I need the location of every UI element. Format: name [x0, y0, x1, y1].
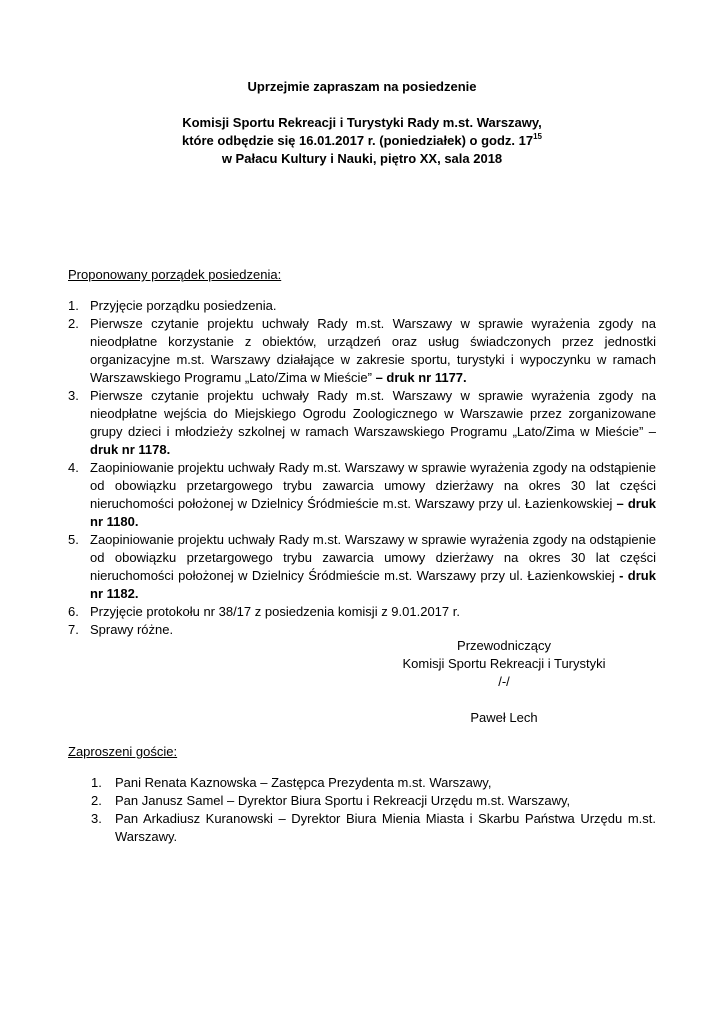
item-print-number: – druk nr 1177. [375, 370, 467, 385]
item-text: Zaopiniowanie projektu uchwały Rady m.st. Warszawy w sprawie wyrażenia zgody na odstąpienie od obowiązku przetargowego trybu zawarcia umowy dzierżawy na okres 30 lat części nieruchomości położonej w Dzielnicy Śródmieście m.st. Warszawy przy ul. Łazienkowskiej [90, 532, 656, 583]
item-number: 3. [68, 388, 79, 403]
item-text: Przyjęcie protokołu nr 38/17 z posiedzenia komisji z 9.01.2017 r. [90, 604, 460, 619]
item-text: Przyjęcie porządku posiedzenia. [90, 298, 277, 313]
agenda-item [68, 459, 656, 531]
venue-line: w Pałacu Kultury i Nauki, piętro XX, sala 2018 [221, 151, 503, 166]
agenda-title: Proponowany porządek posiedzenia: [68, 267, 282, 282]
signature-role: Przewodniczący [457, 638, 551, 653]
item-print-number: - druk nr 1182. [90, 568, 656, 601]
agenda-item [68, 315, 656, 387]
guest-item [91, 792, 656, 810]
signature-committee: Komisji Sportu Rekreacji i Turystyki [402, 656, 606, 671]
item-text: Pierwsze czytanie projektu uchwały Rady m.st. Warszawy w sprawie wyrażenia zgody na nieodpłatne wejścia do Miejskiego Ogrodu Zoologicznego w Warszawie przez zorganizowane grupy dzieci i młodzieży szkolnej w ramach Warszawskiego Programu „Lato/Zima w Mieście” – [90, 388, 656, 439]
agenda-item [68, 387, 656, 459]
signature-block [384, 637, 624, 727]
guest-text: Pan Janusz Samel – Dyrektor Biura Sportu i Rekreacji Urzędu m.st. Warszawy, [115, 793, 571, 808]
item-number: 7. [68, 622, 79, 637]
date-text: które odbędzie się 16.01.2017 r. (poniedziałek) o godz. 17 [181, 133, 534, 148]
item-number: 1. [68, 298, 79, 313]
date-line [0, 132, 724, 150]
signature-mark: /-/ [498, 674, 510, 689]
item-number: 6. [68, 604, 79, 619]
item-number: 1. [91, 775, 102, 790]
invitation-line: Uprzejmie zapraszam na posiedzenie [247, 79, 477, 94]
committee-line: Komisji Sportu Rekreacji i Turystyki Rady m.st. Warszawy, [182, 115, 542, 130]
item-print-number: druk nr 1178. [90, 442, 171, 457]
invitation-header [0, 78, 724, 168]
item-number: 2. [91, 793, 102, 808]
agenda-item [68, 531, 656, 603]
item-text: Sprawy różne. [90, 622, 174, 637]
guest-text: Pan Arkadiusz Kuranowski – Dyrektor Biura Mienia Miasta i Skarbu Państwa Urzędu m.st. Warszawy. [115, 811, 656, 844]
guests-title: Zaproszeni goście: [68, 744, 178, 759]
item-text: Zaopiniowanie projektu uchwały Rady m.st. Warszawy w sprawie wyrażenia zgody na odstąpienie od obowiązku przetargowego trybu zawarcia umowy dzierżawy na okres 30 lat części nieruchomości położonej w Dzielnicy Śródmieście m.st. Warszawy przy ul. Łazienkowskiej [90, 460, 656, 511]
item-text: Pierwsze czytanie projektu uchwały Rady m.st. Warszawy w sprawie wyrażenia zgody na nieodpłatne korzystanie z obiektów, urządzeń oraz usług świadczonych przez jednostki organizacyjne m.st. Warszawy działające w zakresie sportu, turystyki i wypoczynku w ramach Warszawskiego Programu „Lato/Zima w Mieście” [90, 316, 656, 385]
guest-item [91, 810, 656, 846]
time-minutes: 15 [533, 132, 543, 141]
item-print-number: – druk nr 1180. [90, 496, 656, 529]
item-number: 2. [68, 316, 79, 331]
agenda-list [68, 297, 656, 639]
guest-text: Pani Renata Kaznowska – Zastępca Prezydenta m.st. Warszawy, [115, 775, 492, 790]
agenda-item [68, 603, 656, 621]
guests-list [91, 774, 656, 846]
agenda-item [68, 297, 656, 315]
signature-name: Paweł Lech [470, 710, 538, 725]
item-number: 3. [91, 811, 102, 826]
guest-item [91, 774, 656, 792]
item-number: 5. [68, 532, 79, 547]
item-number: 4. [68, 460, 79, 475]
